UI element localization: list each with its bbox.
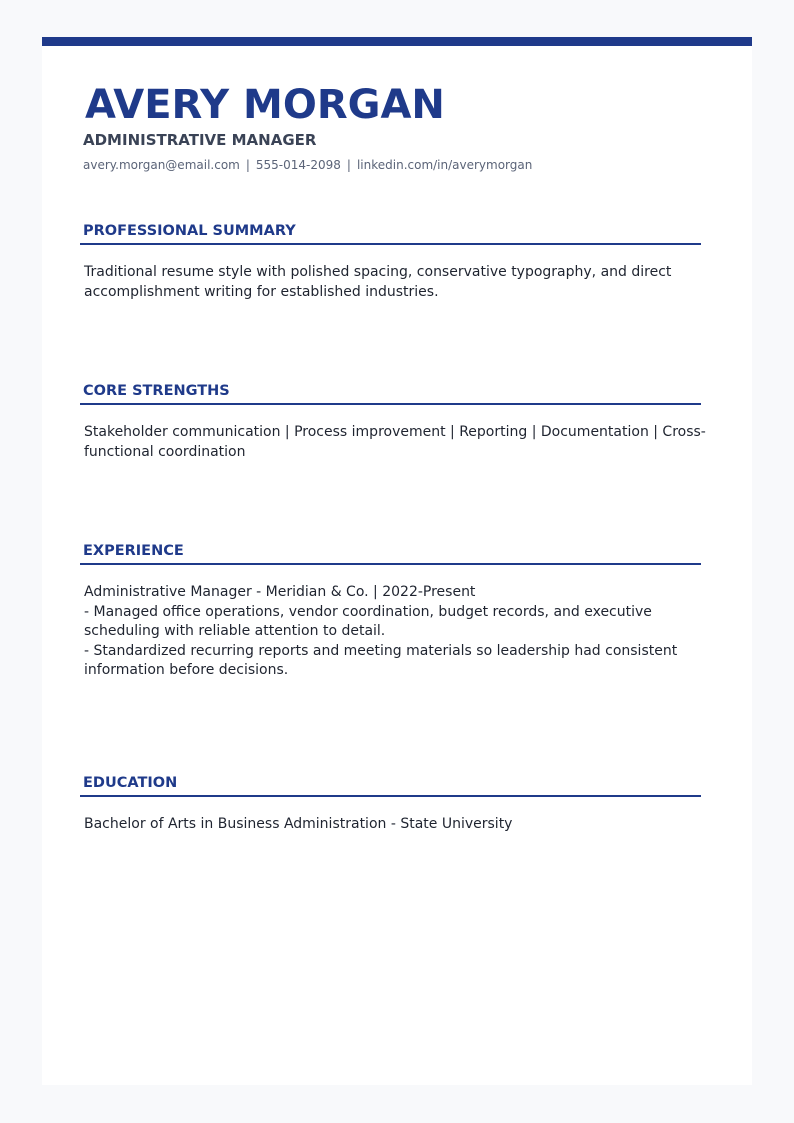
contact-line [83,157,532,173]
summary-text: Traditional resume style with polished spacing, conservative typography, and direct accomplishment writing for established industries. [84,264,672,300]
candidate-name: AVERY MORGAN [85,82,445,128]
section-divider [80,795,701,797]
section-divider [80,563,701,565]
contact-separator: | [346,158,351,172]
section-divider [80,243,701,245]
email-address[interactable]: avery.morgan@email.com [83,158,240,172]
job-title: ADMINISTRATIVE MANAGER [83,131,317,149]
resume-page [42,37,752,1085]
experience-bullet: - Managed office operations, vendor coordination, budget records, and executive scheduling with reliable attention to detail. [84,603,652,640]
section-heading-summary: PROFESSIONAL SUMMARY [83,223,296,239]
section-divider [80,403,701,405]
section-heading-experience: EXPERIENCE [83,543,184,559]
experience-block [84,583,712,681]
section-heading-education: EDUCATION [83,775,178,791]
linkedin-url[interactable]: linkedin.com/in/averymorgan [356,158,533,172]
section-heading-strengths: CORE STRENGTHS [83,383,230,399]
accent-top-bar [42,37,752,46]
education-text: Bachelor of Arts in Business Administration - State University [84,816,513,832]
strengths-text: Stakeholder communication | Process improvement | Reporting | Documentation | Cross-functional coordination [84,424,706,460]
experience-bullet: - Standardized recurring reports and meeting materials so leadership had consistent information before decisions. [84,642,678,679]
contact-separator: | [245,158,250,172]
phone-number[interactable]: 555-014-2098 [255,158,341,172]
experience-role-line: Administrative Manager - Meridian & Co. | 2022-Present [84,584,476,600]
